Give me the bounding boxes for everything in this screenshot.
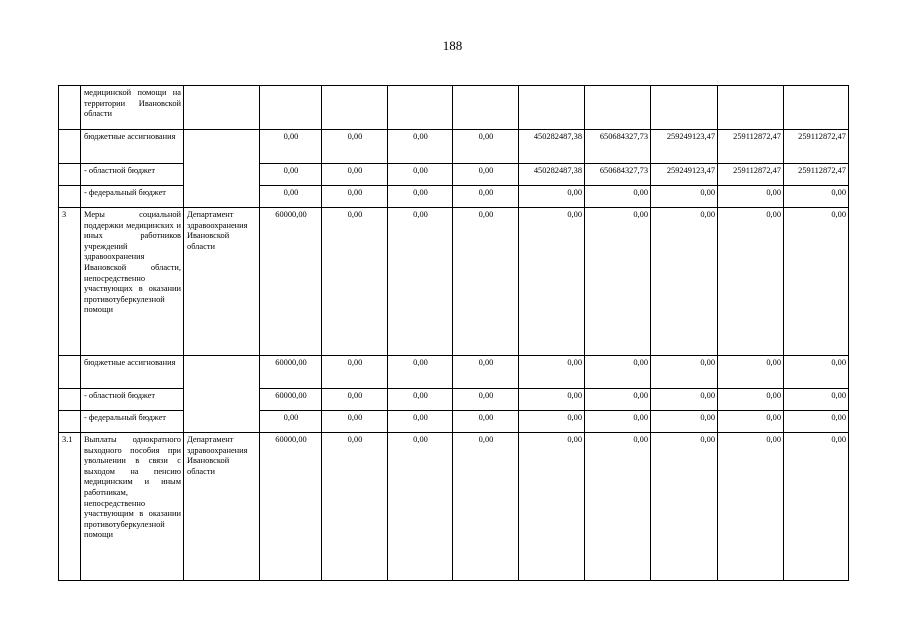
value-cell xyxy=(651,86,718,130)
value-cell: 450282487,38 xyxy=(519,130,585,164)
value-cell: 0,00 xyxy=(322,356,388,389)
row-index xyxy=(59,164,81,186)
row-description: бюджетные ассигнования xyxy=(81,356,184,389)
value-cell: 0,00 xyxy=(651,186,718,208)
value-cell: 0,00 xyxy=(453,186,519,208)
row-description: бюджетные ассигнования xyxy=(81,130,184,164)
value-cell: 0,00 xyxy=(260,130,322,164)
table-row xyxy=(59,86,849,130)
value-cell: 0,00 xyxy=(651,433,718,581)
value-cell: 0,00 xyxy=(585,433,651,581)
table-row xyxy=(59,208,849,356)
value-cell: 259249123,47 xyxy=(651,164,718,186)
row-index xyxy=(59,186,81,208)
table-row xyxy=(59,186,849,208)
value-cell: 0,00 xyxy=(388,130,453,164)
row-executor: Департамент здравоохранения Ивановской области xyxy=(184,208,260,356)
table-row xyxy=(59,130,849,164)
value-cell: 0,00 xyxy=(322,164,388,186)
budget-table-body xyxy=(59,86,849,581)
value-cell: 259112872,47 xyxy=(784,130,849,164)
value-cell: 60000,00 xyxy=(260,356,322,389)
value-cell: 0,00 xyxy=(784,208,849,356)
value-cell xyxy=(718,86,784,130)
row-description: Меры социальной поддержки медицинских и иных работников учреждений здравоохранения Ивановской области, непосредственно участвующих в оказании противотуберкулезной помощи xyxy=(81,208,184,356)
value-cell: 650684327,73 xyxy=(585,130,651,164)
value-cell xyxy=(260,86,322,130)
value-cell: 60000,00 xyxy=(260,208,322,356)
value-cell: 0,00 xyxy=(322,433,388,581)
value-cell xyxy=(784,86,849,130)
value-cell: 0,00 xyxy=(519,186,585,208)
value-cell: 259112872,47 xyxy=(718,164,784,186)
row-executor: Департамент здравоохранения Ивановской области xyxy=(184,433,260,581)
table-row xyxy=(59,164,849,186)
value-cell: 259249123,47 xyxy=(651,130,718,164)
row-description: - областной бюджет xyxy=(81,389,184,411)
value-cell: 0,00 xyxy=(322,389,388,411)
row-description: Выплаты однократного выходного пособия при увольнении в связи с выходом на пенсию медицинским и иным работникам, непосредственно участвующим в оказании противотуберкулезной помощи xyxy=(81,433,184,581)
row-executor xyxy=(184,86,260,130)
value-cell: 0,00 xyxy=(388,356,453,389)
value-cell: 0,00 xyxy=(388,186,453,208)
value-cell: 0,00 xyxy=(718,411,784,433)
value-cell: 0,00 xyxy=(453,130,519,164)
value-cell: 0,00 xyxy=(453,433,519,581)
value-cell xyxy=(585,86,651,130)
table-row xyxy=(59,411,849,433)
value-cell: 0,00 xyxy=(519,433,585,581)
value-cell: 0,00 xyxy=(651,389,718,411)
value-cell: 60000,00 xyxy=(260,433,322,581)
row-index xyxy=(59,356,81,389)
value-cell: 0,00 xyxy=(585,208,651,356)
row-index xyxy=(59,86,81,130)
row-description: медицинской помощи на территории Ивановской области xyxy=(81,86,184,130)
value-cell: 0,00 xyxy=(519,208,585,356)
row-description: - федеральный бюджет xyxy=(81,411,184,433)
value-cell xyxy=(322,86,388,130)
value-cell: 0,00 xyxy=(718,186,784,208)
value-cell: 0,00 xyxy=(322,411,388,433)
row-executor xyxy=(184,130,260,208)
row-index xyxy=(59,130,81,164)
value-cell: 0,00 xyxy=(651,411,718,433)
value-cell: 0,00 xyxy=(784,389,849,411)
value-cell: 0,00 xyxy=(388,208,453,356)
value-cell xyxy=(519,86,585,130)
value-cell: 0,00 xyxy=(388,389,453,411)
value-cell: 0,00 xyxy=(718,389,784,411)
row-index: 3 xyxy=(59,208,81,356)
row-executor xyxy=(184,356,260,433)
value-cell: 0,00 xyxy=(718,356,784,389)
page-number: 188 xyxy=(442,38,463,53)
value-cell: 0,00 xyxy=(784,411,849,433)
value-cell: 0,00 xyxy=(519,356,585,389)
value-cell: 0,00 xyxy=(784,186,849,208)
value-cell: 650684327,73 xyxy=(585,164,651,186)
value-cell: 0,00 xyxy=(651,208,718,356)
value-cell xyxy=(453,86,519,130)
value-cell: 0,00 xyxy=(718,433,784,581)
value-cell: 450282487,38 xyxy=(519,164,585,186)
value-cell: 0,00 xyxy=(388,433,453,581)
value-cell: 0,00 xyxy=(651,356,718,389)
value-cell xyxy=(388,86,453,130)
value-cell: 0,00 xyxy=(519,411,585,433)
value-cell: 0,00 xyxy=(718,208,784,356)
value-cell: 0,00 xyxy=(585,411,651,433)
value-cell: 0,00 xyxy=(585,389,651,411)
budget-table xyxy=(58,85,849,581)
value-cell: 0,00 xyxy=(585,356,651,389)
value-cell: 259112872,47 xyxy=(718,130,784,164)
table-row xyxy=(59,389,849,411)
row-index xyxy=(59,389,81,411)
value-cell: 0,00 xyxy=(322,130,388,164)
table-row xyxy=(59,433,849,581)
value-cell: 0,00 xyxy=(453,411,519,433)
row-description: - федеральный бюджет xyxy=(81,186,184,208)
value-cell: 0,00 xyxy=(322,186,388,208)
value-cell: 0,00 xyxy=(260,164,322,186)
row-index xyxy=(59,411,81,433)
value-cell: 0,00 xyxy=(453,164,519,186)
value-cell: 0,00 xyxy=(388,411,453,433)
value-cell: 0,00 xyxy=(388,164,453,186)
row-description: - областной бюджет xyxy=(81,164,184,186)
value-cell: 259112872,47 xyxy=(784,164,849,186)
row-index: 3.1 xyxy=(59,433,81,581)
value-cell: 0,00 xyxy=(453,389,519,411)
value-cell: 0,00 xyxy=(784,356,849,389)
value-cell: 60000,00 xyxy=(260,389,322,411)
value-cell: 0,00 xyxy=(260,186,322,208)
value-cell: 0,00 xyxy=(453,208,519,356)
value-cell: 0,00 xyxy=(453,356,519,389)
value-cell: 0,00 xyxy=(322,208,388,356)
value-cell: 0,00 xyxy=(519,389,585,411)
value-cell: 0,00 xyxy=(260,411,322,433)
value-cell: 0,00 xyxy=(784,433,849,581)
value-cell: 0,00 xyxy=(585,186,651,208)
table-row xyxy=(59,356,849,389)
